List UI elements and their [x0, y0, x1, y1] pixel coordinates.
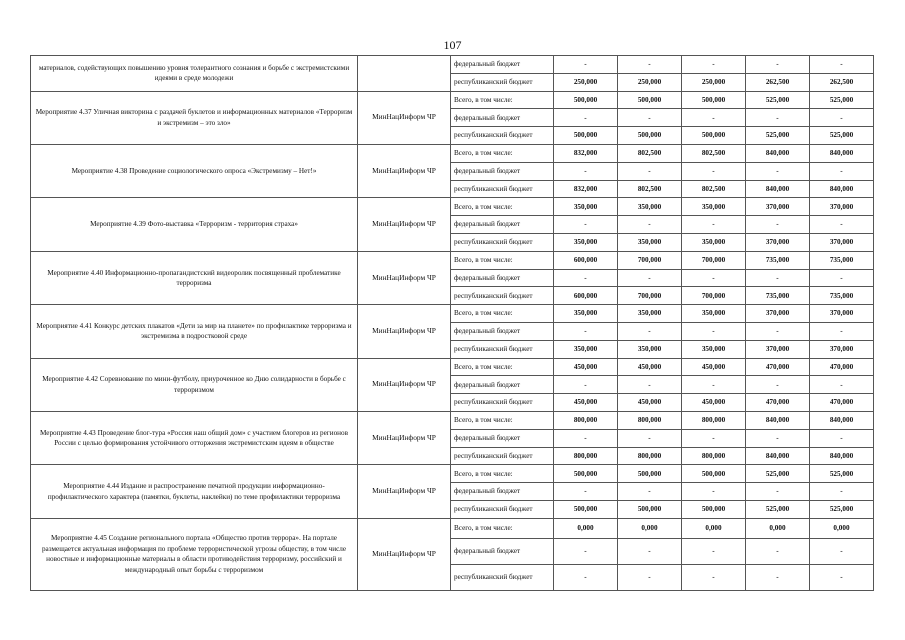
amount-cell: - [618, 56, 682, 74]
funding-source-label: Всего, в том числе: [451, 358, 554, 376]
funding-source-label: федеральный бюджет [451, 56, 554, 74]
table-row [31, 518, 874, 538]
amount-cell: 450,000 [618, 394, 682, 412]
amount-cell: 370,000 [810, 305, 874, 323]
amount-cell: 350,000 [554, 340, 618, 358]
amount-cell: - [554, 56, 618, 74]
amount-cell: - [746, 162, 810, 180]
amount-cell: 470,000 [746, 394, 810, 412]
funding-source-label: Всего, в том числе: [451, 91, 554, 109]
amount-cell: 350,000 [554, 198, 618, 216]
amount-cell: 500,000 [554, 127, 618, 145]
funding-source-label: республиканский бюджет [451, 127, 554, 145]
amount-cell: 735,000 [810, 287, 874, 305]
amount-cell: - [682, 322, 746, 340]
amount-cell: - [810, 538, 874, 564]
amount-cell: - [682, 56, 746, 74]
amount-cell: 350,000 [618, 305, 682, 323]
amount-cell: 450,000 [554, 358, 618, 376]
responsible-executor: МинНацИнформ ЧР [358, 198, 451, 251]
page-number: 107 [443, 38, 462, 52]
amount-cell: - [810, 109, 874, 127]
amount-cell: 802,500 [682, 180, 746, 198]
funding-source-label: Всего, в том числе: [451, 144, 554, 162]
amount-cell: - [682, 429, 746, 447]
amount-cell: - [682, 269, 746, 287]
amount-cell: - [682, 216, 746, 234]
measure-description: Мероприятие 4.38 Проведение социологического опроса «Экстремизму – Нет!» [31, 144, 358, 197]
amount-cell: 525,000 [810, 91, 874, 109]
amount-cell: 370,000 [810, 233, 874, 251]
amount-cell: - [618, 564, 682, 590]
amount-cell: - [618, 109, 682, 127]
amount-cell: 700,000 [682, 251, 746, 269]
amount-cell: 525,000 [810, 127, 874, 145]
amount-cell: 350,000 [682, 233, 746, 251]
measure-description: Мероприятие 4.42 Соревнование по мини-футболу, приуроченное ко Дню солидарности в борьбе с терроризмом [31, 358, 358, 411]
measure-description: Мероприятие 4.41 Конкурс детских плакатов «Дети за мир на планете» по профилактике терроризма и экстремизма в подростковой среде [31, 305, 358, 358]
funding-source-label: федеральный бюджет [451, 216, 554, 234]
funding-source-label: республиканский бюджет [451, 447, 554, 465]
amount-cell: 500,000 [682, 500, 746, 518]
amount-cell: 800,000 [682, 447, 746, 465]
funding-source-label: республиканский бюджет [451, 394, 554, 412]
funding-source-label: федеральный бюджет [451, 109, 554, 127]
amount-cell: - [618, 483, 682, 501]
amount-cell: 735,000 [746, 287, 810, 305]
responsible-executor: МинНацИнформ ЧР [358, 518, 451, 590]
amount-cell: 500,000 [618, 127, 682, 145]
amount-cell: 370,000 [746, 233, 810, 251]
amount-cell: - [746, 216, 810, 234]
amount-cell: - [618, 216, 682, 234]
amount-cell: 370,000 [810, 198, 874, 216]
funding-source-label: республиканский бюджет [451, 73, 554, 91]
amount-cell: - [746, 376, 810, 394]
amount-cell: - [554, 322, 618, 340]
amount-cell: 0,000 [682, 518, 746, 538]
amount-cell: 0,000 [810, 518, 874, 538]
amount-cell: 500,000 [554, 465, 618, 483]
amount-cell: 350,000 [554, 305, 618, 323]
amount-cell: - [554, 538, 618, 564]
amount-cell: 470,000 [810, 358, 874, 376]
amount-cell: 735,000 [746, 251, 810, 269]
amount-cell: - [746, 483, 810, 501]
amount-cell: 470,000 [746, 358, 810, 376]
amount-cell: - [554, 564, 618, 590]
table-row [31, 305, 874, 323]
amount-cell: - [554, 429, 618, 447]
amount-cell: - [618, 538, 682, 564]
amount-cell: - [682, 162, 746, 180]
amount-cell: - [810, 483, 874, 501]
amount-cell: - [810, 269, 874, 287]
amount-cell: - [554, 376, 618, 394]
amount-cell: 350,000 [618, 233, 682, 251]
amount-cell: - [746, 322, 810, 340]
amount-cell: 500,000 [618, 91, 682, 109]
amount-cell: 802,500 [682, 144, 746, 162]
funding-source-label: федеральный бюджет [451, 429, 554, 447]
amount-cell: - [810, 376, 874, 394]
table-row [31, 251, 874, 269]
amount-cell: 840,000 [746, 411, 810, 429]
amount-cell: - [810, 429, 874, 447]
amount-cell: 525,000 [810, 500, 874, 518]
amount-cell: 735,000 [810, 251, 874, 269]
measure-description: Мероприятие 4.37 Уличная викторина с раздачей буклетов и информационных материалов «Терроризм и экстремизм – это зло» [31, 91, 358, 144]
amount-cell: - [682, 376, 746, 394]
amount-cell: 525,000 [746, 91, 810, 109]
amount-cell: 370,000 [810, 340, 874, 358]
amount-cell: 0,000 [746, 518, 810, 538]
amount-cell: 700,000 [618, 251, 682, 269]
amount-cell: 450,000 [618, 358, 682, 376]
amount-cell: 262,500 [746, 73, 810, 91]
funding-source-label: федеральный бюджет [451, 269, 554, 287]
amount-cell: 250,000 [618, 73, 682, 91]
amount-cell: 500,000 [682, 91, 746, 109]
amount-cell: 370,000 [746, 198, 810, 216]
table-row [31, 91, 874, 109]
amount-cell: - [746, 109, 810, 127]
amount-cell: 840,000 [810, 447, 874, 465]
amount-cell: 525,000 [810, 465, 874, 483]
table-body [31, 56, 874, 591]
funding-source-label: республиканский бюджет [451, 233, 554, 251]
responsible-executor: МинНацИнформ ЧР [358, 144, 451, 197]
amount-cell: - [746, 564, 810, 590]
amount-cell: 350,000 [682, 340, 746, 358]
amount-cell: 840,000 [746, 144, 810, 162]
table-row [31, 144, 874, 162]
amount-cell: - [682, 109, 746, 127]
amount-cell: - [746, 429, 810, 447]
measure-description: Мероприятие 4.39 Фото-выставка «Терроризм - территория страха» [31, 198, 358, 251]
amount-cell: 800,000 [554, 411, 618, 429]
amount-cell: 800,000 [554, 447, 618, 465]
amount-cell: 450,000 [682, 394, 746, 412]
amount-cell: - [554, 216, 618, 234]
amount-cell: - [746, 269, 810, 287]
amount-cell: 370,000 [746, 305, 810, 323]
amount-cell: 600,000 [554, 251, 618, 269]
amount-cell: - [810, 162, 874, 180]
amount-cell: 250,000 [554, 73, 618, 91]
amount-cell: - [618, 269, 682, 287]
amount-cell: 450,000 [554, 394, 618, 412]
amount-cell: 500,000 [618, 500, 682, 518]
amount-cell: - [618, 429, 682, 447]
funding-source-label: Всего, в том числе: [451, 411, 554, 429]
funding-source-label: Всего, в том числе: [451, 251, 554, 269]
amount-cell: 450,000 [682, 358, 746, 376]
amount-cell: - [810, 216, 874, 234]
table-row [31, 198, 874, 216]
funding-source-label: федеральный бюджет [451, 483, 554, 501]
amount-cell: 800,000 [618, 447, 682, 465]
responsible-executor: МинНацИнформ ЧР [358, 91, 451, 144]
amount-cell: 525,000 [746, 465, 810, 483]
amount-cell: 350,000 [682, 198, 746, 216]
amount-cell: - [746, 56, 810, 74]
amount-cell: - [618, 322, 682, 340]
amount-cell: 500,000 [554, 91, 618, 109]
funding-source-label: федеральный бюджет [451, 376, 554, 394]
amount-cell: 700,000 [618, 287, 682, 305]
amount-cell: 525,000 [746, 500, 810, 518]
amount-cell: - [810, 56, 874, 74]
amount-cell: - [682, 483, 746, 501]
measure-description: материалов, содействующих повышению уровня толерантного сознания и борьбе с экстремистскими идеями в среде молодежи [31, 56, 358, 92]
responsible-executor: МинНацИнформ ЧР [358, 305, 451, 358]
measure-description: Мероприятие 4.40 Информационно-пропагандистский видеоролик посвященный проблематике терроризма [31, 251, 358, 304]
measure-description: Мероприятие 4.45 Создание регионального портала «Общество против террора». На портале размещается актуальная информация по проблеме террористической угрозы обществу, в том числе новостные и информационные материалы в области противодействия терроризму, российский и международный опыт борьбы с терроризмом [31, 518, 358, 590]
responsible-executor: МинНацИнформ ЧР [358, 251, 451, 304]
amount-cell: - [682, 564, 746, 590]
measure-description: Мероприятие 4.44 Издание и распространение печатной продукции информационно-профилактического характера (памятки, буклеты, наклейки) по теме профилактики терроризма [31, 465, 358, 518]
funding-source-label: Всего, в том числе: [451, 198, 554, 216]
amount-cell: - [618, 162, 682, 180]
funding-source-label: республиканский бюджет [451, 180, 554, 198]
amount-cell: 500,000 [554, 500, 618, 518]
amount-cell: 500,000 [682, 127, 746, 145]
funding-source-label: федеральный бюджет [451, 538, 554, 564]
amount-cell: 840,000 [810, 144, 874, 162]
amount-cell: 800,000 [618, 411, 682, 429]
budget-table [30, 55, 874, 591]
amount-cell: - [810, 322, 874, 340]
measure-description: Мероприятие 4.43 Проведение блог-тура «Россия наш общий дом» с участием блогеров из регионов России с целью формирования устойчивого отторжения экстремистским идеям в обществе [31, 411, 358, 464]
amount-cell: 832,000 [554, 180, 618, 198]
amount-cell: - [554, 109, 618, 127]
amount-cell: 350,000 [618, 340, 682, 358]
responsible-executor [358, 56, 451, 92]
amount-cell: 350,000 [682, 305, 746, 323]
amount-cell: 800,000 [682, 411, 746, 429]
amount-cell: - [810, 564, 874, 590]
amount-cell: 802,500 [618, 144, 682, 162]
amount-cell: 500,000 [682, 465, 746, 483]
amount-cell: - [682, 538, 746, 564]
amount-cell: 700,000 [682, 287, 746, 305]
amount-cell: 802,500 [618, 180, 682, 198]
amount-cell: 832,000 [554, 144, 618, 162]
amount-cell: 840,000 [746, 447, 810, 465]
funding-source-label: Всего, в том числе: [451, 518, 554, 538]
funding-source-label: федеральный бюджет [451, 322, 554, 340]
amount-cell: 525,000 [746, 127, 810, 145]
amount-cell: 350,000 [618, 198, 682, 216]
amount-cell: - [554, 269, 618, 287]
responsible-executor: МинНацИнформ ЧР [358, 358, 451, 411]
funding-source-label: Всего, в том числе: [451, 465, 554, 483]
amount-cell: 370,000 [746, 340, 810, 358]
table-row [31, 56, 874, 74]
table-row [31, 411, 874, 429]
amount-cell: 262,500 [810, 73, 874, 91]
amount-cell: 500,000 [618, 465, 682, 483]
amount-cell: 0,000 [554, 518, 618, 538]
amount-cell: 840,000 [810, 180, 874, 198]
responsible-executor: МинНацИнформ ЧР [358, 465, 451, 518]
amount-cell: 350,000 [554, 233, 618, 251]
amount-cell: - [554, 483, 618, 501]
amount-cell: 840,000 [746, 180, 810, 198]
funding-source-label: республиканский бюджет [451, 564, 554, 590]
funding-source-label: республиканский бюджет [451, 340, 554, 358]
amount-cell: 470,000 [810, 394, 874, 412]
amount-cell: 0,000 [618, 518, 682, 538]
funding-source-label: республиканский бюджет [451, 287, 554, 305]
amount-cell: - [554, 162, 618, 180]
responsible-executor: МинНацИнформ ЧР [358, 411, 451, 464]
funding-source-label: федеральный бюджет [451, 162, 554, 180]
funding-source-label: республиканский бюджет [451, 500, 554, 518]
table-row [31, 465, 874, 483]
table-row [31, 358, 874, 376]
amount-cell: 600,000 [554, 287, 618, 305]
amount-cell: 840,000 [810, 411, 874, 429]
funding-source-label: Всего, в том числе: [451, 305, 554, 323]
amount-cell: - [618, 376, 682, 394]
amount-cell: 250,000 [682, 73, 746, 91]
amount-cell: - [746, 538, 810, 564]
